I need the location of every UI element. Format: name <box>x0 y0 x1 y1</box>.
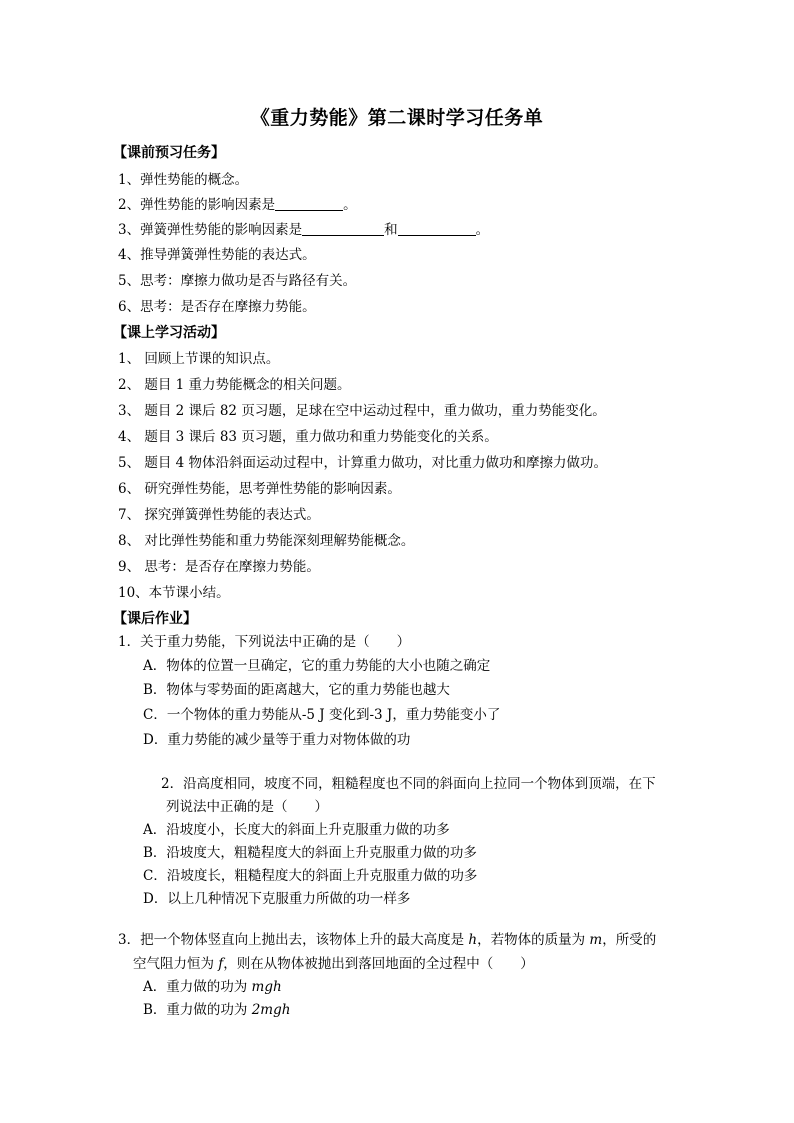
fill-blank[interactable] <box>275 196 343 211</box>
class-item: 5、 题目 4 物体沿斜面运动过程中，计算重力做功，对比重力做功和摩擦力做功。 <box>118 455 608 471</box>
question-2-stem-line2: 列说法中正确的是（ ） <box>166 799 328 815</box>
class-item: 7、 探究弹簧弹性势能的表达式。 <box>118 507 320 523</box>
variable-m: m <box>589 932 603 948</box>
class-item: 9、 思考：是否存在摩擦力势能。 <box>118 559 320 575</box>
variable-f: f <box>218 956 224 972</box>
class-item: 10、本节课小结。 <box>118 585 230 601</box>
pre-item-3: 3、弹簧弹性势能的影响因素是 和 。 <box>118 222 490 238</box>
question-1-option-a: A．物体的位置一旦确定，它的重力势能的大小也随之确定 <box>143 658 491 674</box>
question-1-option-b: B．物体与零势面的距离越大，它的重力势能也越大 <box>143 682 450 698</box>
section-heading-homework: 【课后作业】 <box>113 611 197 627</box>
question-3-stem-line1: 3．把一个物体竖直向上抛出去，该物体上升的最大高度是 h，若物体的质量为 m，所受的 <box>118 932 657 948</box>
question-2-stem-line1: 2．沿高度相同，坡度不同，粗糙程度也不同的斜面向上拉同一个物体到顶端，在下 <box>161 776 656 792</box>
class-item: 4、 题目 3 课后 83 页习题，重力做功和重力势能变化的关系。 <box>118 429 498 445</box>
question-3-option-a: A．重力做的功为 mgh <box>143 979 282 995</box>
class-item: 2、 题目 1 重力势能概念的相关问题。 <box>118 377 351 393</box>
fill-blank[interactable] <box>302 221 384 236</box>
question-2-option-a: A．沿坡度小，长度大的斜面上升克服重力做的功多 <box>143 822 450 838</box>
class-item: 6、 研究弹性势能，思考弹性势能的影响因素。 <box>118 481 401 497</box>
fill-blank[interactable] <box>398 221 476 236</box>
section-heading-class: 【课上学习活动】 <box>113 325 225 341</box>
pre-item-1: 1、弹性势能的概念。 <box>118 172 249 188</box>
pre-item-6: 6、思考：是否存在摩擦力势能。 <box>118 299 316 315</box>
class-item: 3、 题目 2 课后 82 页习题，足球在空中运动过程中，重力做功，重力势能变化。 <box>118 403 606 419</box>
question-2-option-d: D．以上几种情况下克服重力所做的功一样多 <box>143 891 411 907</box>
class-item: 1、 回顾上节课的知识点。 <box>118 351 280 367</box>
question-3-option-b: B．重力做的功为 2mgh <box>143 1002 291 1018</box>
question-1-option-c: C．一个物体的重力势能从-5 J 变化到-3 J，重力势能变小了 <box>143 707 501 723</box>
question-1-option-d: D．重力势能的减少量等于重力对物体做的功 <box>143 732 411 748</box>
class-item: 8、 对比弹性势能和重力势能深刻理解势能概念。 <box>118 533 415 549</box>
question-2-option-c: C．沿坡度长，粗糙程度大的斜面上升克服重力做的功多 <box>143 868 478 884</box>
pre-item-4: 4、推导弹簧弹性势能的表达式。 <box>118 247 316 263</box>
pre-item-5: 5、思考：摩擦力做功是否与路径有关。 <box>118 273 357 289</box>
variable-h: h <box>468 932 478 948</box>
pre-item-2: 2、弹性势能的影响因素是 。 <box>118 197 357 213</box>
section-heading-pre: 【课前预习任务】 <box>113 145 225 161</box>
question-2-option-b: B．沿坡度大，粗糙程度大的斜面上升克服重力做的功多 <box>143 845 477 861</box>
question-1-stem: 1．关于重力势能，下列说法中正确的是（ ） <box>118 634 411 650</box>
question-3-stem-line2: 空气阻力恒为 f，则在从物体被抛出到落回地面的全过程中（ ） <box>133 956 534 972</box>
page-title: 《重力势能》第二课时学习任务单 <box>250 107 544 129</box>
